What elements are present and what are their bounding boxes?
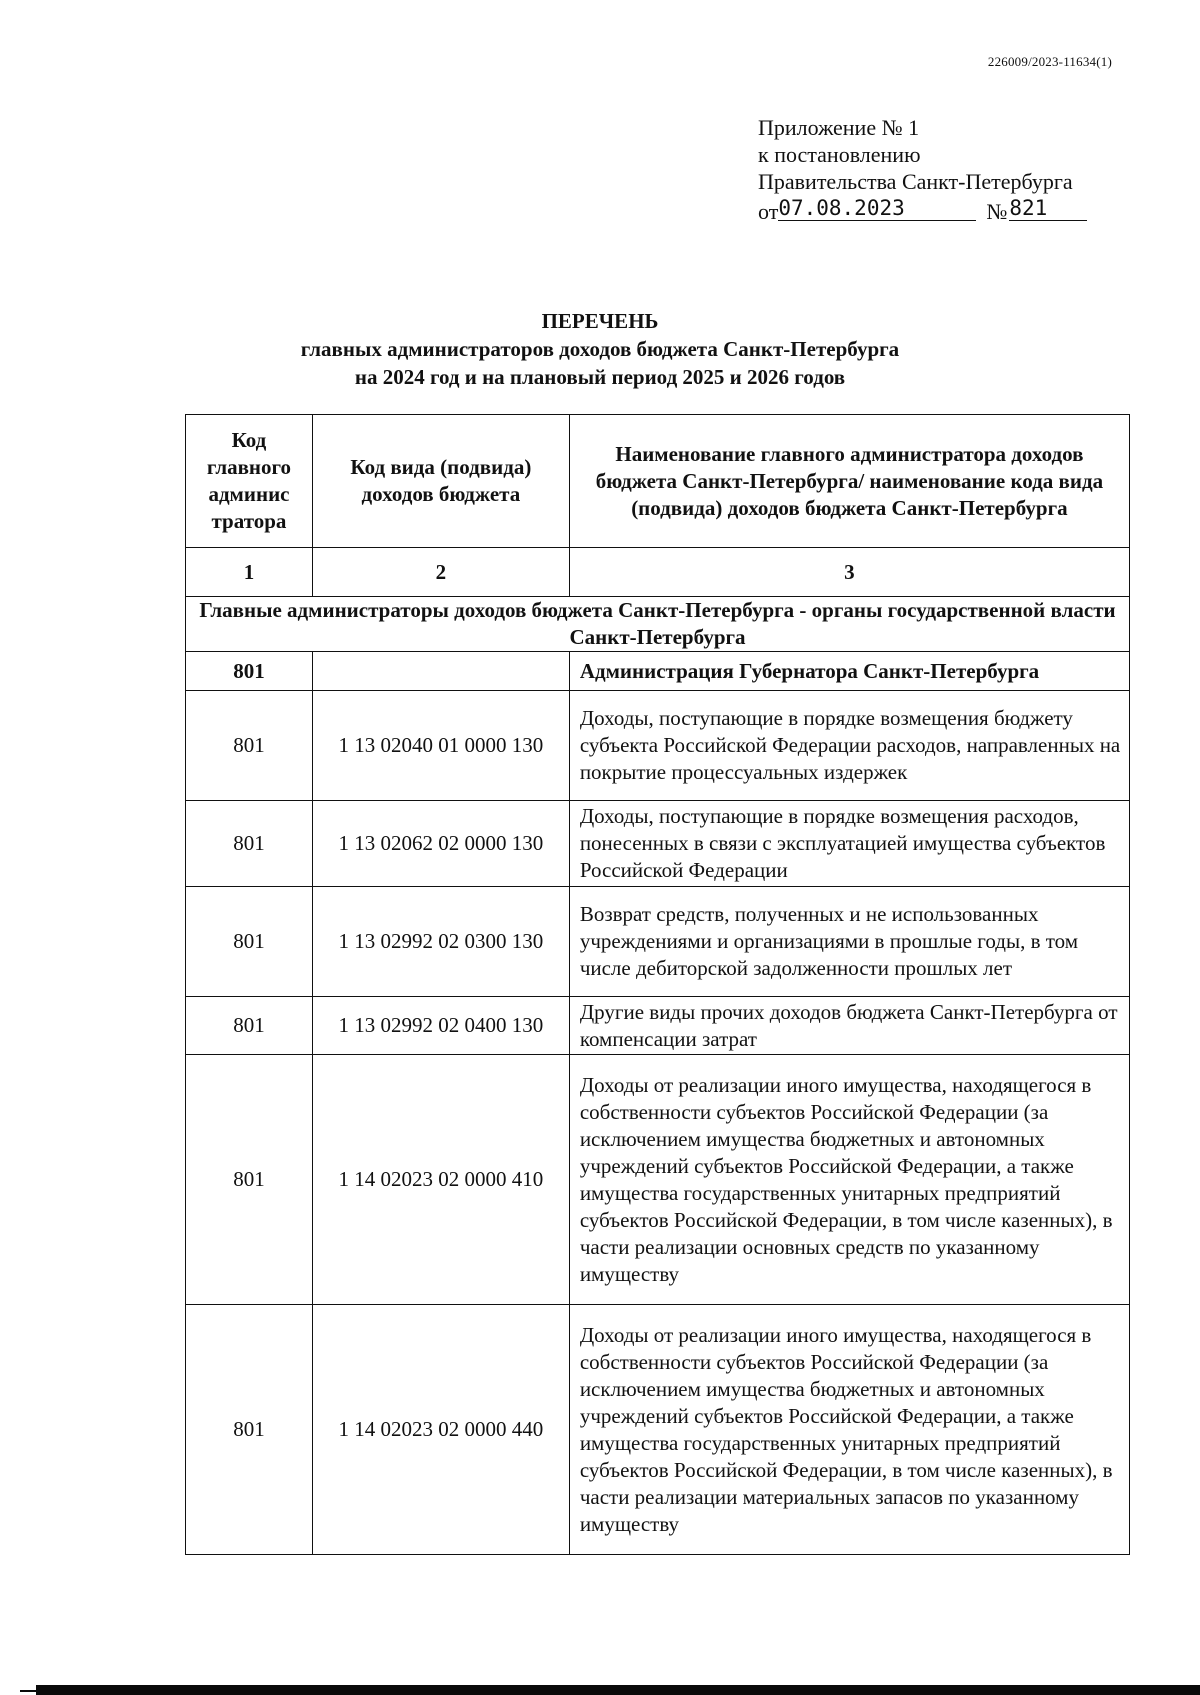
admin-row xyxy=(186,652,1130,691)
row-admin-code: 801 xyxy=(186,1055,313,1305)
title-line-3: на 2024 год и на плановый период 2025 и 2026 годов xyxy=(354,365,846,389)
row-income-code: 1 13 02992 02 0300 130 xyxy=(312,887,569,997)
admin-name: Администрация Губернатора Санкт-Петербурга xyxy=(569,652,1129,691)
row-income-code: 1 14 02023 02 0000 410 xyxy=(312,1055,569,1305)
section-title: Главные администраторы доходов бюджета Санкт-Петербурга - органы государственной власти Санкт-Петербурга xyxy=(186,597,1130,652)
row-admin-code: 801 xyxy=(186,691,313,801)
title-line-2: главных администраторов доходов бюджета Санкт-Петербурга xyxy=(300,337,900,361)
row-admin-code: 801 xyxy=(186,801,313,887)
number-value: 821 xyxy=(1009,196,1087,221)
table-row xyxy=(186,1305,1130,1555)
admin-code: 801 xyxy=(186,652,313,691)
document-title xyxy=(0,307,1200,391)
admin-income-code-empty xyxy=(312,652,569,691)
row-income-name: Доходы, поступающие в порядке возмещения бюджету субъекта Российской Федерации расходов, направленных на покрытие процессуальных издержек xyxy=(569,691,1129,801)
column-number: 3 xyxy=(569,548,1129,597)
header-income-code: Код вида (подвида) доходов бюджета xyxy=(312,415,569,548)
header-name: Наименование главного администратора доходов бюджета Санкт-Петербурга/ наименование кода вида (подвида) доходов бюджета Санкт-Петербурга xyxy=(569,415,1129,548)
title-line-1: ПЕРЕЧЕНЬ xyxy=(541,309,659,333)
date-label: от xyxy=(758,199,779,224)
table-row xyxy=(186,1055,1130,1305)
number-label: № xyxy=(986,199,1008,224)
revenue-administrators-table xyxy=(185,414,1130,1555)
header-admin-code: Код главного админис тратора xyxy=(186,415,313,548)
table-row xyxy=(186,887,1130,997)
table-row xyxy=(186,997,1130,1055)
appendix-block xyxy=(758,114,1087,225)
document-registration-number: 226009/2023-11634(1) xyxy=(987,54,1112,69)
row-income-name: Доходы от реализации иного имущества, находящегося в собственности субъектов Российской Федерации (за исключением имущества бюджетных и автономных учреждений субъектов Российской Федерации, а также имущества государственных унитарных предприятий субъектов Российской Федерации, в том числе казенных), в части реализации основных средств по указанному имуществу xyxy=(569,1055,1129,1305)
row-income-name: Доходы от реализации иного имущества, находящегося в собственности субъектов Российской Федерации (за исключением имущества бюджетных и автономных учреждений субъектов Российской Федерации, а также имущества государственных унитарных предприятий субъектов Российской Федерации, в том числе казенных), в части реализации материальных запасов по указанному имуществу xyxy=(569,1305,1129,1555)
appendix-date-number-row xyxy=(758,195,1087,225)
row-income-code: 1 13 02062 02 0000 130 xyxy=(312,801,569,887)
row-income-name: Доходы, поступающие в порядке возмещения расходов, понесенных в связи с эксплуатацией имущества субъектов Российской Федерации xyxy=(569,801,1129,887)
section-row xyxy=(186,597,1130,652)
row-admin-code: 801 xyxy=(186,997,313,1055)
row-income-name: Другие виды прочих доходов бюджета Санкт-Петербурга от компенсации затрат xyxy=(569,997,1129,1055)
row-admin-code: 801 xyxy=(186,1305,313,1555)
row-admin-code: 801 xyxy=(186,887,313,997)
appendix-reference: к постановлению xyxy=(758,142,921,167)
appendix-title: Приложение № 1 xyxy=(758,115,920,140)
column-numbers-row xyxy=(186,548,1130,597)
column-number: 1 xyxy=(186,548,313,597)
row-income-code: 1 14 02023 02 0000 440 xyxy=(312,1305,569,1555)
column-number: 2 xyxy=(312,548,569,597)
table-row xyxy=(186,691,1130,801)
row-income-code: 1 13 02992 02 0400 130 xyxy=(312,997,569,1055)
appendix-issuer: Правительства Санкт-Петербурга xyxy=(758,169,1073,194)
scan-bottom-edge xyxy=(36,1685,1200,1695)
date-value: 07.08.2023 xyxy=(778,196,976,221)
row-income-name: Возврат средств, полученных и не использованных учреждениями и организациями в прошлые годы, в том числе дебиторской задолженности прошлых лет xyxy=(569,887,1129,997)
row-income-code: 1 13 02040 01 0000 130 xyxy=(312,691,569,801)
table-row xyxy=(186,801,1130,887)
table-header-row xyxy=(186,415,1130,548)
